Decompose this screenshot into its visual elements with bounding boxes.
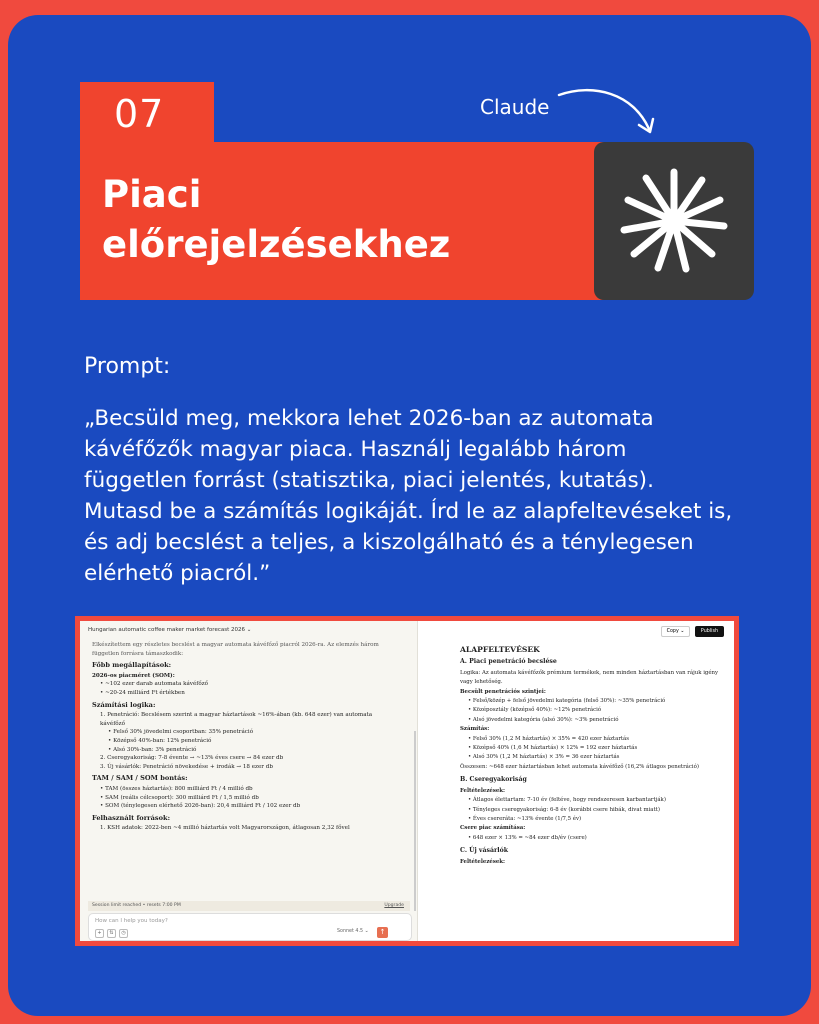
chat-line: 3. Új vásárlók: Penetráció növekedése + irodák → 18 ezer db	[100, 763, 273, 770]
artifact-line: • Alsó 30% (1,2 M háztartás) × 3% = 36 ezer háztartás	[468, 754, 620, 761]
model-selector[interactable]: Sonnet 4.5 ⌄	[337, 929, 369, 934]
chat-line: • ~20-24 milliárd Ft értékben	[100, 689, 185, 696]
slide-card	[8, 15, 811, 1016]
artifact-line: ALAPFELTEVÉSEK	[460, 645, 540, 654]
upgrade-link[interactable]: Upgrade	[384, 903, 404, 908]
chat-title[interactable]: Hungarian automatic coffee maker market forecast 2026 ⌄	[88, 627, 252, 633]
artifact-content	[460, 643, 720, 867]
artifact-line: • Átlagos élettartam: 7-10 év (feltéve, hogy rendszeresen karbantartják)	[468, 797, 666, 804]
claude-starburst-icon	[594, 142, 754, 300]
chat-line: 2. Cseregyakoriság: 7-8 évente → ~13% éves csere → 84 ezer db	[100, 755, 284, 762]
artifact-line: A. Piaci penetráció becslése	[460, 658, 557, 666]
claude-label: Claude	[480, 95, 550, 119]
chat-line: 1. Penetráció: Becslésem szerint a magyar háztartások ~16%-ában (kb. 648 ezer) van automata kávéfőző	[100, 712, 373, 727]
artifact-line: • Tényleges cseregyakoriság: 6-8 év (korábbi csere hibák, divat miatt)	[468, 806, 660, 813]
chat-line: TAM / SAM / SOM bontás:	[92, 774, 188, 783]
settings-icon[interactable]: ⇅	[107, 929, 116, 938]
artifact-line: Csere piac számítása:	[460, 825, 526, 832]
title-line-1: Piaci	[102, 173, 202, 216]
artifact-line: • Alsó jövedelmi kategória (alsó 30%): ~3% penetráció	[468, 716, 619, 723]
artifact-line: Becsült penetrációs szintjei:	[460, 688, 546, 695]
chat-line: Főbb megállapítások:	[92, 661, 172, 670]
claude-screenshot	[80, 621, 734, 941]
artifact-line: C. Új vásárlók	[460, 847, 509, 855]
artifact-line: Feltételezések:	[460, 787, 506, 794]
artifact-line: Feltételezések:	[460, 858, 506, 865]
clock-icon[interactable]: ◷	[119, 929, 128, 938]
session-status: Session limit reached • resets 7:00 PM	[92, 903, 181, 908]
artifact-line: • Felső/közép + felső jövedelmi kategória (felső 30%): ~35% penetráció	[468, 698, 666, 705]
chat-input[interactable]: How can I help you today?	[95, 918, 168, 924]
chat-line: • Alsó 30%-ban: 3% penetráció	[108, 746, 197, 753]
chat-line: • ~102 ezer darab automata kávéfőző	[100, 681, 209, 688]
artifact-toolbar	[658, 626, 724, 637]
chat-composer[interactable]	[88, 913, 412, 941]
chat-intro: Elkészítettem egy részletes becslést a magyar automata kávéfőző piacról 2026-ra. Az elemzés három független forrásra támaszkodik:	[92, 642, 379, 657]
send-button[interactable]: ↑	[377, 927, 388, 938]
chat-line: • Középső 40%-ban: 12% penetráció	[108, 737, 212, 744]
chat-content	[92, 641, 392, 833]
artifact-line: • Éves csereráta: ~13% évente (1/7,5 év)	[468, 815, 582, 822]
chat-line: 1. KSH adatok: 2022-ben ~4 millió háztartás volt Magyarországon, átlagosan 2,32 fővel	[100, 825, 350, 832]
artifact-line: B. Cseregyakoriság	[460, 776, 527, 784]
screenshot-frame	[75, 616, 739, 946]
artifact-line: Összesen: ~648 ezer háztartásban lehet automata kávéfőző (16,2% átlagos penetráció)	[460, 763, 699, 770]
artifact-line: • Felső 30% (1,2 M háztartás) × 35% = 420 ezer háztartás	[468, 735, 630, 742]
artifact-line: • Középosztály (középső 40%): ~12% penetráció	[468, 707, 602, 714]
title-line-2: előrejelzésekhez	[102, 223, 451, 266]
copy-button[interactable]: Copy ⌄	[661, 626, 691, 637]
chat-line: • Felső 30% jövedelmi csoportban: 35% penetráció	[108, 729, 254, 736]
artifact-line: • Középső 40% (1,6 M háztartás) × 12% = 192 ezer háztartás	[468, 745, 638, 752]
publish-button[interactable]: Publish	[695, 626, 724, 637]
slide-number: 07	[114, 92, 165, 136]
prompt-text: „Becsüld meg, mekkora lehet 2026-ban az automata kávéfőzők magyar piaca. Használj legalább három független forrást (statisztika, piaci jelentés, kutatás). Mutasd be a számítás logikáját. Írd le az alapfeltevéseket is, és adj becslést a teljes, a kiszolgálható és a ténylegesen elérhető piacról.”	[84, 406, 733, 586]
chat-line: • TAM (összes háztartás): 800 milliárd Ft / 4 millió db	[100, 785, 253, 792]
title-box	[80, 142, 610, 300]
artifact-line: • 648 ezer × 13% = ~84 ezer db/év (csere)	[468, 834, 587, 841]
artifact-line: Számítás:	[460, 726, 490, 733]
number-badge	[80, 82, 214, 142]
claude-logo	[594, 142, 754, 300]
artifact-panel	[418, 621, 734, 941]
chat-line: Felhasznált források:	[92, 813, 171, 822]
slide-title	[102, 170, 450, 270]
chat-line: • SOM (ténylegesen elérhető 2026-ban): 20,4 milliárd Ft / 102 ezer db	[100, 803, 301, 810]
artifact-line: Logika: Az automata kávéfőzők prémium termékek, nem minden háztartásban van rájuk igény vagy lehetőség.	[460, 669, 719, 686]
add-icon[interactable]: +	[95, 929, 104, 938]
chat-line: • SAM (reális célcsoport): 300 milliárd Ft / 1,5 millió db	[100, 794, 259, 801]
scrollbar[interactable]	[414, 731, 416, 911]
prompt-label: Prompt:	[84, 354, 171, 379]
chat-line: Számítási logika:	[92, 700, 156, 709]
chat-line: 2026-os piacméret (SOM):	[92, 672, 175, 679]
session-banner	[88, 901, 410, 911]
chat-panel	[80, 621, 418, 941]
